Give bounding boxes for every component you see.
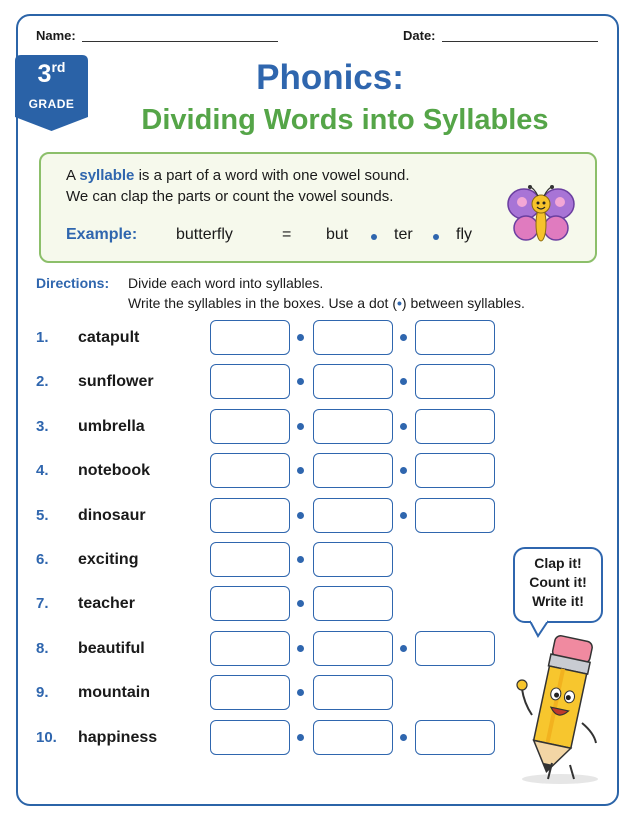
syllable-box-3[interactable] [415,720,495,755]
grade-suffix: rd [51,59,66,75]
syllable-dot [400,512,407,519]
word-number: 9. [36,684,49,702]
syllable-box-3[interactable] [415,320,495,355]
syllable-box-3[interactable] [415,631,495,666]
date-field[interactable] [442,41,598,42]
syllable-box-3[interactable] [415,409,495,444]
directions-label: Directions: [36,275,110,291]
word-row [0,409,638,445]
syllable-dot [297,645,304,652]
example-part-1: but [326,226,349,243]
syllable-dot [400,734,407,741]
example-label: Example: [66,226,138,243]
syllable-dot [400,467,407,474]
syllable-box-1[interactable] [210,498,290,533]
syllable-dot [400,423,407,430]
syllable-dot [297,600,304,607]
info-line-1-pre: A [66,167,80,184]
example-part-3: fly [456,226,472,243]
example-word: butterfly [176,226,233,243]
word-text: exciting [78,551,139,568]
syllable-dot [297,734,304,741]
butterfly-icon [506,184,576,248]
word-text: mountain [78,684,150,702]
syllable-info-box [39,152,597,263]
example-dot-2 [433,234,439,240]
word-text: happiness [78,728,158,746]
word-text: notebook [78,462,150,480]
pencil-mascot-icon [512,633,604,785]
syllable-dot [297,512,304,519]
word-text: umbrella [78,417,145,435]
syllable-box-1[interactable] [210,320,290,355]
syllable-dot [400,645,407,652]
word-number: 10. [36,728,57,746]
grade-number: 3 [37,60,52,88]
syllable-dot [297,467,304,474]
bubble-line-2: Count it! [529,574,587,590]
bubble-line-3: Write it! [532,593,584,609]
directions-dot: • [396,295,402,311]
word-text: teacher [78,595,135,613]
word-number: 6. [36,551,49,568]
info-line-1 [66,167,410,184]
syllable-box-2[interactable] [313,675,393,710]
directions-line-2-post: ) between syllables. [401,295,525,311]
info-line-1-post: is a part of a word with one vowel sound. [134,167,410,184]
syllable-box-2[interactable] [313,453,393,488]
directions-line-2 [128,295,525,311]
syllable-dot [297,423,304,430]
syllable-box-2[interactable] [313,320,393,355]
word-text: dinosaur [78,506,146,524]
syllable-box-2[interactable] [313,586,393,621]
syllable-dot [297,378,304,385]
example-equals: = [282,226,292,243]
name-field[interactable] [82,41,278,42]
syllable-dot [297,556,304,563]
syllable-box-2[interactable] [313,631,393,666]
word-row [0,498,638,534]
word-number: 2. [36,373,49,391]
directions-line-1: Divide each word into syllables. [128,275,324,291]
syllable-box-1[interactable] [210,631,290,666]
syllable-box-1[interactable] [210,586,290,621]
word-row [0,364,638,400]
word-number: 1. [36,329,49,346]
syllable-box-3[interactable] [415,364,495,399]
syllable-dot [297,334,304,341]
syllable-dot [400,334,407,341]
bubble-line-1: Clap it! [534,555,582,571]
word-text: sunflower [78,373,154,391]
page-subtitle: Dividing Words into Syllables [141,104,549,136]
syllable-box-1[interactable] [210,409,290,444]
syllable-box-3[interactable] [415,498,495,533]
syllable-box-1[interactable] [210,675,290,710]
syllable-dot [400,378,407,385]
syllable-box-2[interactable] [313,498,393,533]
info-line-2: We can clap the parts or count the vowel sounds. [66,188,394,205]
name-label: Name: [36,28,76,43]
syllable-box-1[interactable] [210,720,290,755]
syllable-keyword: syllable [79,167,135,184]
syllable-box-1[interactable] [210,364,290,399]
grade-badge [15,55,88,132]
syllable-box-2[interactable] [313,542,393,577]
word-row [0,453,638,489]
example-dot-1 [371,234,377,240]
word-text: beautiful [78,639,145,657]
syllable-box-3[interactable] [415,453,495,488]
page-title: Phonics: [256,58,404,97]
word-number: 3. [36,417,49,435]
word-number: 8. [36,639,49,657]
word-row [0,320,638,356]
syllable-box-1[interactable] [210,453,290,488]
syllable-box-2[interactable] [313,409,393,444]
date-label: Date: [403,28,436,43]
directions-line-2-pre: Write the syllables in the boxes. Use a dot ( [128,295,397,311]
word-number: 5. [36,506,49,524]
speech-bubble [513,547,603,623]
example-part-2: ter [394,226,413,243]
word-number: 7. [36,595,49,613]
syllable-box-2[interactable] [313,720,393,755]
grade-word: GRADE [28,97,75,111]
syllable-box-1[interactable] [210,542,290,577]
word-text: catapult [78,329,140,346]
word-number: 4. [36,462,49,480]
syllable-box-2[interactable] [313,364,393,399]
syllable-dot [297,689,304,696]
